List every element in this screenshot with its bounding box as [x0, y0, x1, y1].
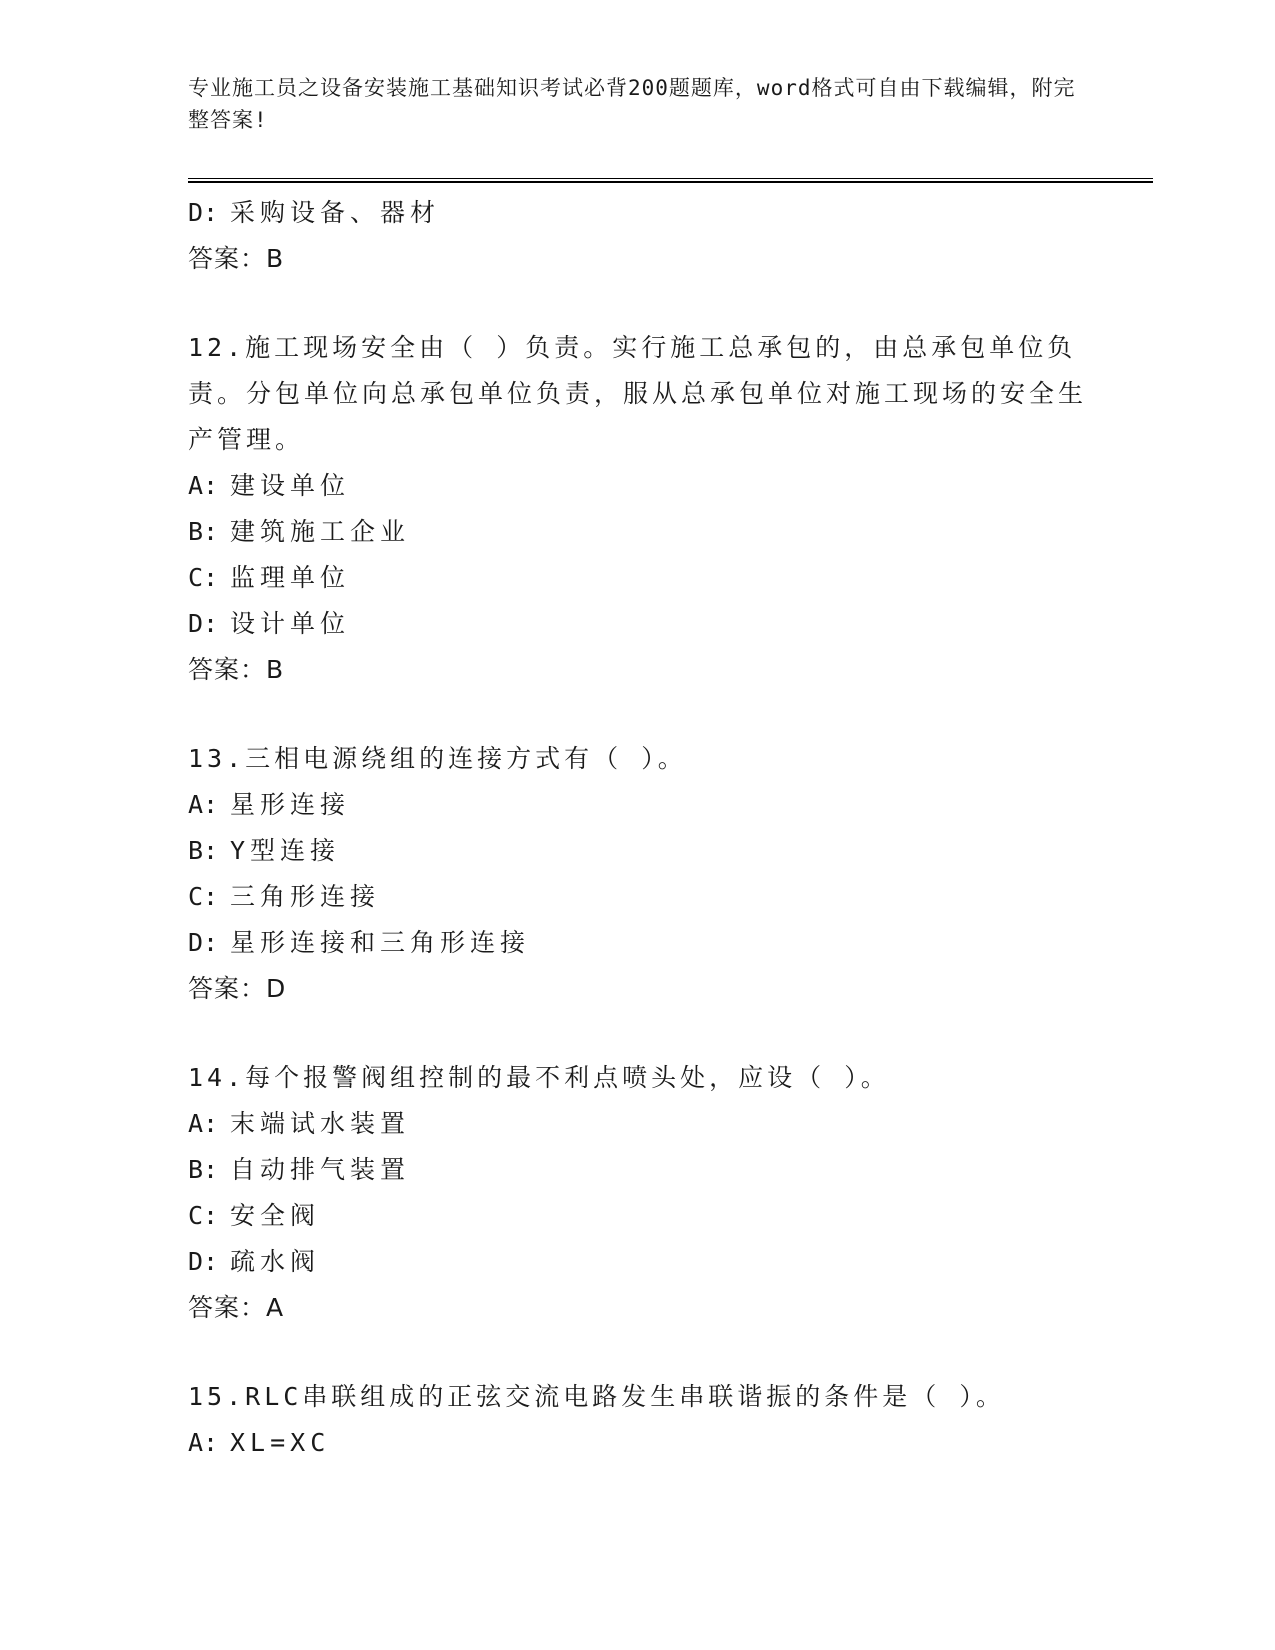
option-label: A:	[188, 790, 219, 819]
option-a	[188, 463, 1088, 509]
option-label: C:	[188, 563, 219, 592]
answer-line: 答案：B	[188, 244, 285, 273]
option-c	[188, 555, 1088, 601]
option-text: 建筑施工企业	[230, 517, 411, 546]
answer-line: 答案：A	[188, 1293, 285, 1322]
option-text: 设计单位	[230, 609, 351, 638]
option-label: C:	[188, 1201, 219, 1230]
option-label: A:	[188, 1109, 219, 1138]
option-text: XL=XC	[230, 1428, 331, 1457]
document-header	[188, 72, 1088, 136]
option-text: 建设单位	[230, 471, 351, 500]
answer-line: 答案：D	[188, 974, 287, 1003]
option-label: B:	[188, 836, 219, 865]
option-label: A:	[188, 471, 219, 500]
option-text: 末端试水装置	[230, 1109, 411, 1138]
option-label: D:	[188, 928, 219, 957]
option-a	[188, 1101, 1088, 1147]
option-a	[188, 782, 1088, 828]
option-text: 监理单位	[230, 563, 351, 592]
header-text: 专业施工员之设备安装施工基础知识考试必背200题题库，word格式可自由下载编辑，附完整答案!	[188, 76, 1076, 132]
question-stem: 12.施工现场安全由（ ）负责。实行施工总承包的，由总承包单位负责。分包单位向总承包单位负责，服从总承包单位对施工现场的安全生产管理。	[188, 333, 1088, 454]
option-d	[188, 190, 1088, 236]
option-text: 三角形连接	[230, 882, 381, 911]
header-divider	[188, 178, 1153, 183]
option-b	[188, 1147, 1088, 1193]
option-a	[188, 1420, 1088, 1466]
option-c	[188, 874, 1088, 920]
option-d	[188, 1239, 1088, 1285]
option-b	[188, 509, 1088, 555]
answer-line: 答案：B	[188, 655, 285, 684]
option-c	[188, 1193, 1088, 1239]
option-label: B:	[188, 517, 219, 546]
option-label: D:	[188, 1247, 219, 1276]
option-text: 星形连接和三角形连接	[230, 928, 531, 957]
option-label: D:	[188, 198, 219, 227]
option-b	[188, 828, 1088, 874]
option-label: A:	[188, 1428, 219, 1457]
question-stem: 14.每个报警阀组控制的最不利点喷头处，应设（ ）。	[188, 1063, 890, 1092]
option-d	[188, 920, 1088, 966]
option-text: 疏水阀	[230, 1247, 321, 1276]
option-text: 采购设备、器材	[230, 198, 441, 227]
question-stem: 13.三相电源绕组的连接方式有（ ）。	[188, 744, 687, 773]
option-d	[188, 601, 1088, 647]
option-text: 安全阀	[230, 1201, 321, 1230]
option-label: B:	[188, 1155, 219, 1184]
question-content	[188, 190, 1088, 1466]
option-text: 星形连接	[230, 790, 351, 819]
option-text: Y型连接	[230, 836, 341, 865]
question-stem: 15.RLC串联组成的正弦交流电路发生串联谐振的条件是（ ）。	[188, 1382, 1005, 1411]
option-text: 自动排气装置	[230, 1155, 411, 1184]
option-label: C:	[188, 882, 219, 911]
option-label: D:	[188, 609, 219, 638]
